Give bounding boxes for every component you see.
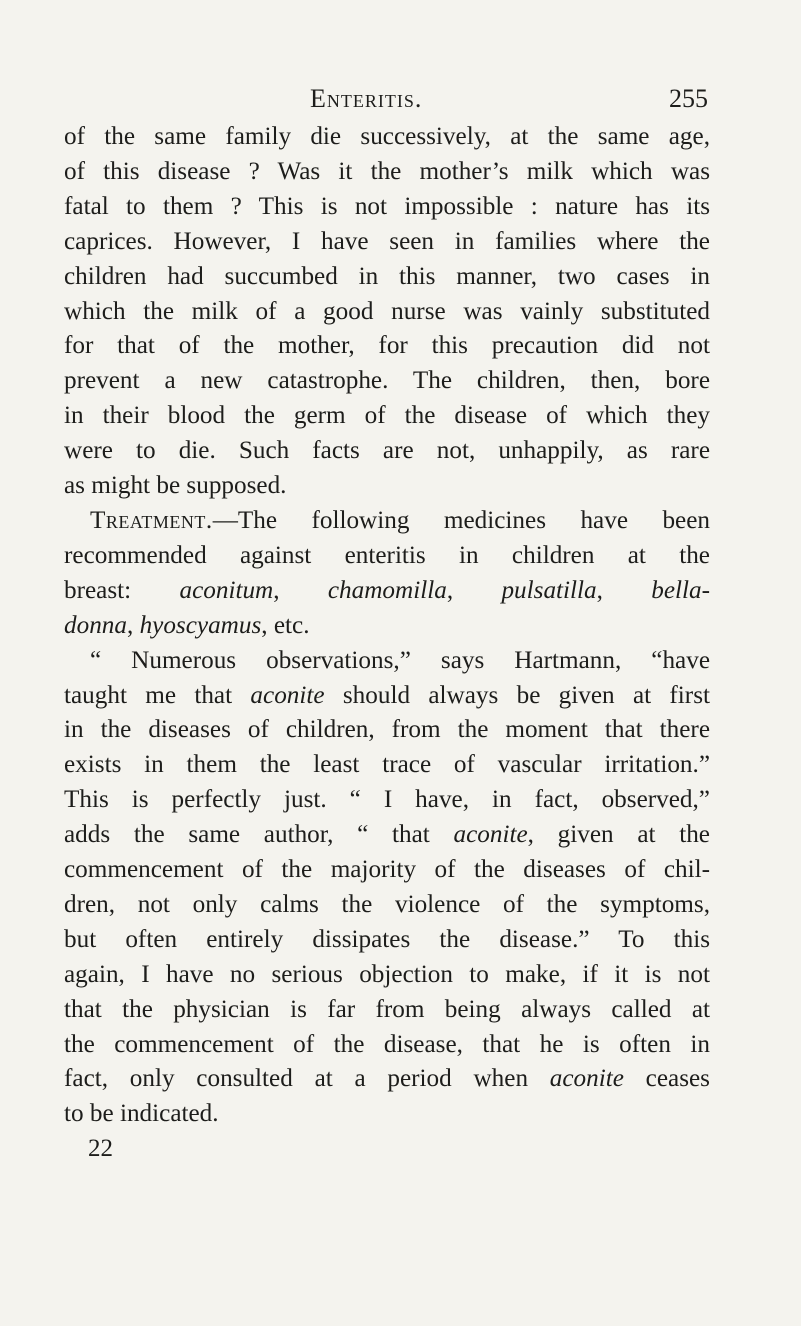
text-line: This is perfectly just. “ I have, in fact, observed,” xyxy=(64,786,710,814)
text-line: recommended against enteritis in children at the xyxy=(64,541,710,569)
text-line: “ Numerous observations,” says Hartmann, “have xyxy=(90,646,710,674)
text-line: exists in them the least trace of vascular irritation.” xyxy=(64,751,710,779)
text-run: , xyxy=(446,576,502,604)
book-page xyxy=(64,80,710,1162)
remedy-name: aconite xyxy=(453,821,528,849)
signature-mark: 22 xyxy=(88,1135,113,1163)
body-text xyxy=(64,120,710,1162)
page-number: 255 xyxy=(669,84,708,113)
text-line: in the diseases of children, from the moment that there xyxy=(64,716,710,744)
text-line: were to die. Such facts are not, unhappily, as rare xyxy=(64,437,710,465)
text-line: commencement of the majority of the diseases of chil- xyxy=(64,856,710,884)
remedy-name: bella- xyxy=(651,576,711,604)
text-run: , given at the xyxy=(527,821,710,849)
text-line: fatal to them ? This is not impossible : nature has its xyxy=(64,192,710,220)
section-heading: Treatment. xyxy=(90,506,213,534)
text-run: , xyxy=(126,611,140,639)
text-run: ceases xyxy=(623,1065,710,1093)
text-line: caprices. However, I have seen in families where the xyxy=(64,227,710,255)
text-line xyxy=(64,1062,710,1097)
text-line: of this disease ? Was it the mother’s milk which was xyxy=(64,157,710,185)
paragraph-treatment xyxy=(64,504,710,644)
text-line xyxy=(64,679,710,714)
text-line: which the milk of a good nurse was vainly substituted xyxy=(64,297,710,325)
text-line: but often entirely dissipates the disease.” To this xyxy=(64,925,710,953)
remedy-name: aconite xyxy=(549,1065,624,1093)
text-line: prevent a new catastrophe. The children, then, bore xyxy=(64,367,710,395)
remedy-name: pulsatilla xyxy=(501,576,597,604)
text-run: should always be given at first xyxy=(324,681,710,709)
running-title: Enteritis. xyxy=(310,84,423,113)
text-line: as might be supposed. xyxy=(64,472,287,500)
remedy-name: hyoscyamus xyxy=(139,611,262,639)
text-line: in their blood the germ of the disease of which they xyxy=(64,402,710,430)
text-line xyxy=(64,818,710,853)
text-run: , xyxy=(596,576,652,604)
remedy-name: aconitum xyxy=(179,576,274,604)
remedy-name: aconite xyxy=(250,681,325,709)
text-run: fact, only consulted at a period when xyxy=(64,1065,550,1093)
text-line xyxy=(64,574,710,609)
text-run: breast: xyxy=(64,576,180,604)
text-line xyxy=(64,609,710,644)
remedy-name: donna xyxy=(64,611,127,639)
text-line: again, I have no serious objection to make, if it is not xyxy=(64,960,710,988)
text-line: the commencement of the disease, that he is often in xyxy=(64,1030,710,1058)
paragraph-continuation xyxy=(64,120,710,504)
text-run: —The following medicines have been xyxy=(212,506,710,534)
text-line: dren, not only calms the violence of the symptoms, xyxy=(64,890,710,918)
remedy-name: chamomilla xyxy=(327,576,447,604)
text-run: , etc. xyxy=(261,611,310,639)
text-line: to be indicated. xyxy=(64,1100,219,1128)
text-run: , xyxy=(273,576,328,604)
paragraph-hartmann-quote xyxy=(64,644,710,1133)
text-run: adds the same author, “ that xyxy=(64,821,454,849)
text-line: for that of the mother, for this precaution did not xyxy=(64,332,710,360)
text-line xyxy=(64,504,710,539)
text-line: children had succumbed in this manner, two cases in xyxy=(64,262,710,290)
running-head xyxy=(64,80,710,120)
text-line: of the same family die successively, at the same age, xyxy=(64,123,710,150)
text-line: that the physician is far from being always called at xyxy=(64,995,710,1023)
text-run: taught me that xyxy=(64,681,251,709)
